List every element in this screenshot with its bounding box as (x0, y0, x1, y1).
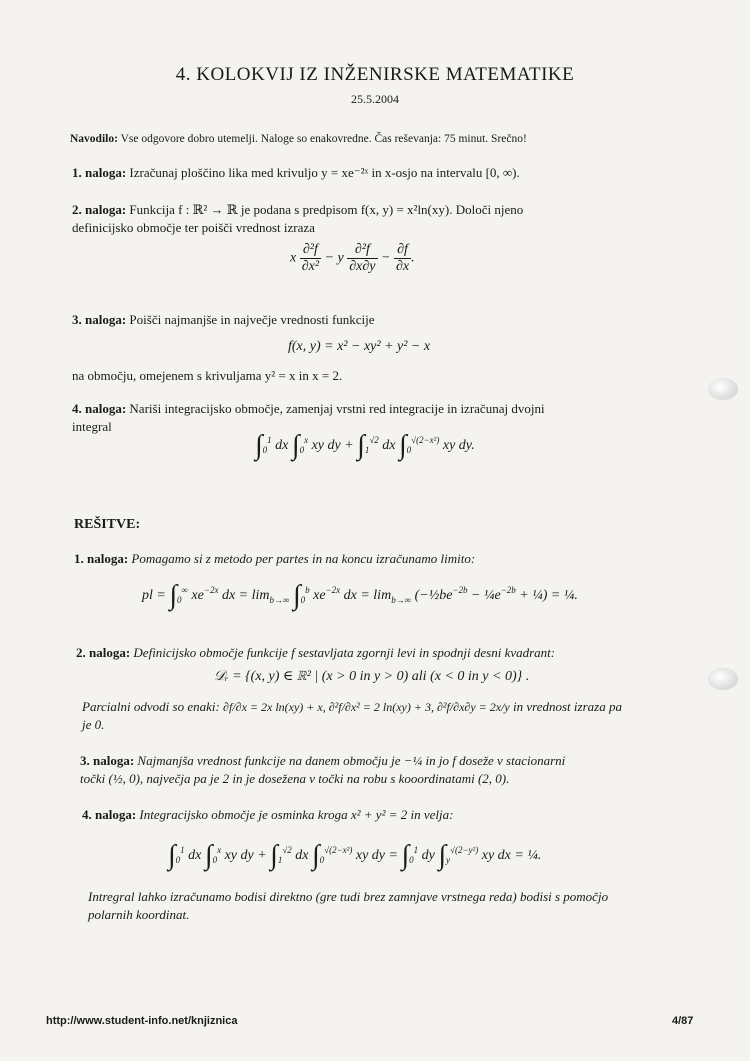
task-3-text-after: na območju, omejenem s krivuljama y² = x in x = 2. (72, 368, 343, 383)
page-number: 4/87 (672, 1015, 694, 1027)
solution-3 (80, 752, 700, 788)
task-3-formula: f(x, y) = x² − xy² + y² − x (288, 339, 431, 354)
task-2-expression: x $\frac{\text{∂²f}}{\text{∂x²}}$ − y $\frac{\text{∂²f}}{\partial x\partial y}$ − $\frac{\partial f}{\partial x}$ . (290, 242, 415, 274)
task-1 (72, 164, 692, 182)
task-2-text-line2: definicijsko območje ter poišči vrednost izraza (72, 220, 315, 235)
solution-4-text: Integracijsko območje je osminka kroga x² + y² = 2 in velja: (139, 807, 454, 822)
solution-1-label: 1. naloga: (74, 551, 129, 566)
solution-3-text-line1: Najmanjša vrednost funkcije na danem območju je −¼ in jo f doseže v stacionarni (137, 753, 566, 768)
solution-1 (74, 550, 694, 568)
task-2-text-line1: Funkcija f : ℝ² → ℝ je podana s predpisom f(x, y) = x²ln(xy). Določi njeno (129, 202, 524, 217)
instructions-label: Navodilo: (70, 133, 118, 145)
solution-2-partials-end: je 0. (82, 717, 105, 732)
solution-2-text: Definicijsko območje funkcije f sestavljata zgornji levi in spodnji desni kvadrant: (133, 645, 556, 660)
punch-hole-bottom (708, 668, 738, 690)
task-4-integral: $\int_0^1$ dx $\int_0^x$ xy dy + $\int_1^{√2}$ dx $\int_0^{√(2-x^2)}$ xy dy. (255, 430, 475, 461)
solution-4-note (88, 888, 708, 924)
task-4-text-line2: integral (72, 419, 112, 434)
instructions-text: Vse odgovore dobro utemelji. Naloge so enakovredne. Čas reševanja: 75 minut. Srečno! (120, 133, 527, 145)
punch-hole-top (708, 378, 738, 400)
task-3 (72, 311, 692, 329)
task-2-label: 2. naloga: (72, 202, 127, 217)
solution-2-partials-prefix: Parcialni odvodi so enaki: (82, 699, 220, 714)
footer-url[interactable]: http://www.student-info.net/knjiznica (46, 1015, 238, 1027)
page-title: 4. KOLOKVIJ IZ INŽENIRSKE MATEMATIKE (175, 64, 575, 85)
solutions-heading: REŠITVE: (74, 517, 141, 532)
solution-4-note-line2: polarnih koordinat. (88, 907, 190, 922)
task-4-label: 4. naloga: (72, 401, 127, 416)
task-3-text: Poišči najmanjše in največje vrednosti funkcije (129, 312, 375, 327)
solution-4 (82, 806, 702, 824)
solution-2-partials: Parcialni odvodi so enaki: ∂f/∂x = 2x ln(xy) + x, ∂²f/∂x² = 2 ln(xy) + 3, ∂²f/∂x∂y = 2x/y in vrednost izraza pa je 0. (82, 699, 622, 732)
solution-2 (76, 644, 696, 662)
solution-1-text: Pomagamo si z metodo per partes in na koncu izračunamo limito: (131, 551, 476, 566)
solution-4-formula: $\int_0^1$ dx $\int_0^x$ xy dy + $\int_1^{√2}$ dx $\int_0^{√(2-x^2)}$ xy dy = $\int_0^1$ dy $\int_y^{√(2-y^2)}$ xy dx = ¼. (168, 840, 542, 871)
solution-3-label: 3. naloga: (80, 753, 135, 768)
solution-2-label: 2. naloga: (76, 645, 131, 660)
exam-date: 25.5.2004 (351, 92, 399, 106)
solution-2-domain: 𝒟ᵣ = {(x, y) ∈ ℝ² | (x > 0 in y > 0) ali (x < 0 in y < 0)} . (214, 669, 530, 684)
instructions (70, 130, 690, 148)
task-3-label: 3. naloga: (72, 312, 127, 327)
solution-1-formula: pl = $\int_0^\infty$ $xe^{-2x}$ dx = $\lim_{b\to\infty} \int_0^b$ $xe^{-2x}$ dx = $\lim_{b\to\infty}$ ($-\frac{1}{2}be^{-2b}$ − $\frac{1}{4}e^{-2b}$ + ¼) = ¼. (142, 580, 578, 611)
solution-4-label: 4. naloga: (82, 807, 137, 822)
solution-3-text-line2: točki (½, 0), največja pa je 2 in je dosežena v točki na robu s kooordinatami (2, 0). (80, 771, 510, 786)
solution-2-partials-suffix: in vrednost izraza pa (513, 699, 622, 714)
task-2 (72, 201, 702, 237)
task-1-text: Izračunaj ploščino lika med krivuljo y = xe⁻²ˣ in x-osjo na intervalu [0, ∞). (129, 165, 520, 180)
solution-4-note-line1: Intregral lahko izračunamo bodisi direktno (gre tudi brez zamnjave vrstnega reda) bodisi s pomočjo (88, 889, 609, 904)
task-4-text-line1: Nariši integracijsko območje, zamenjaj vrstni red integracije in izračunaj dvojni (129, 401, 545, 416)
task-1-label: 1. naloga: (72, 165, 127, 180)
